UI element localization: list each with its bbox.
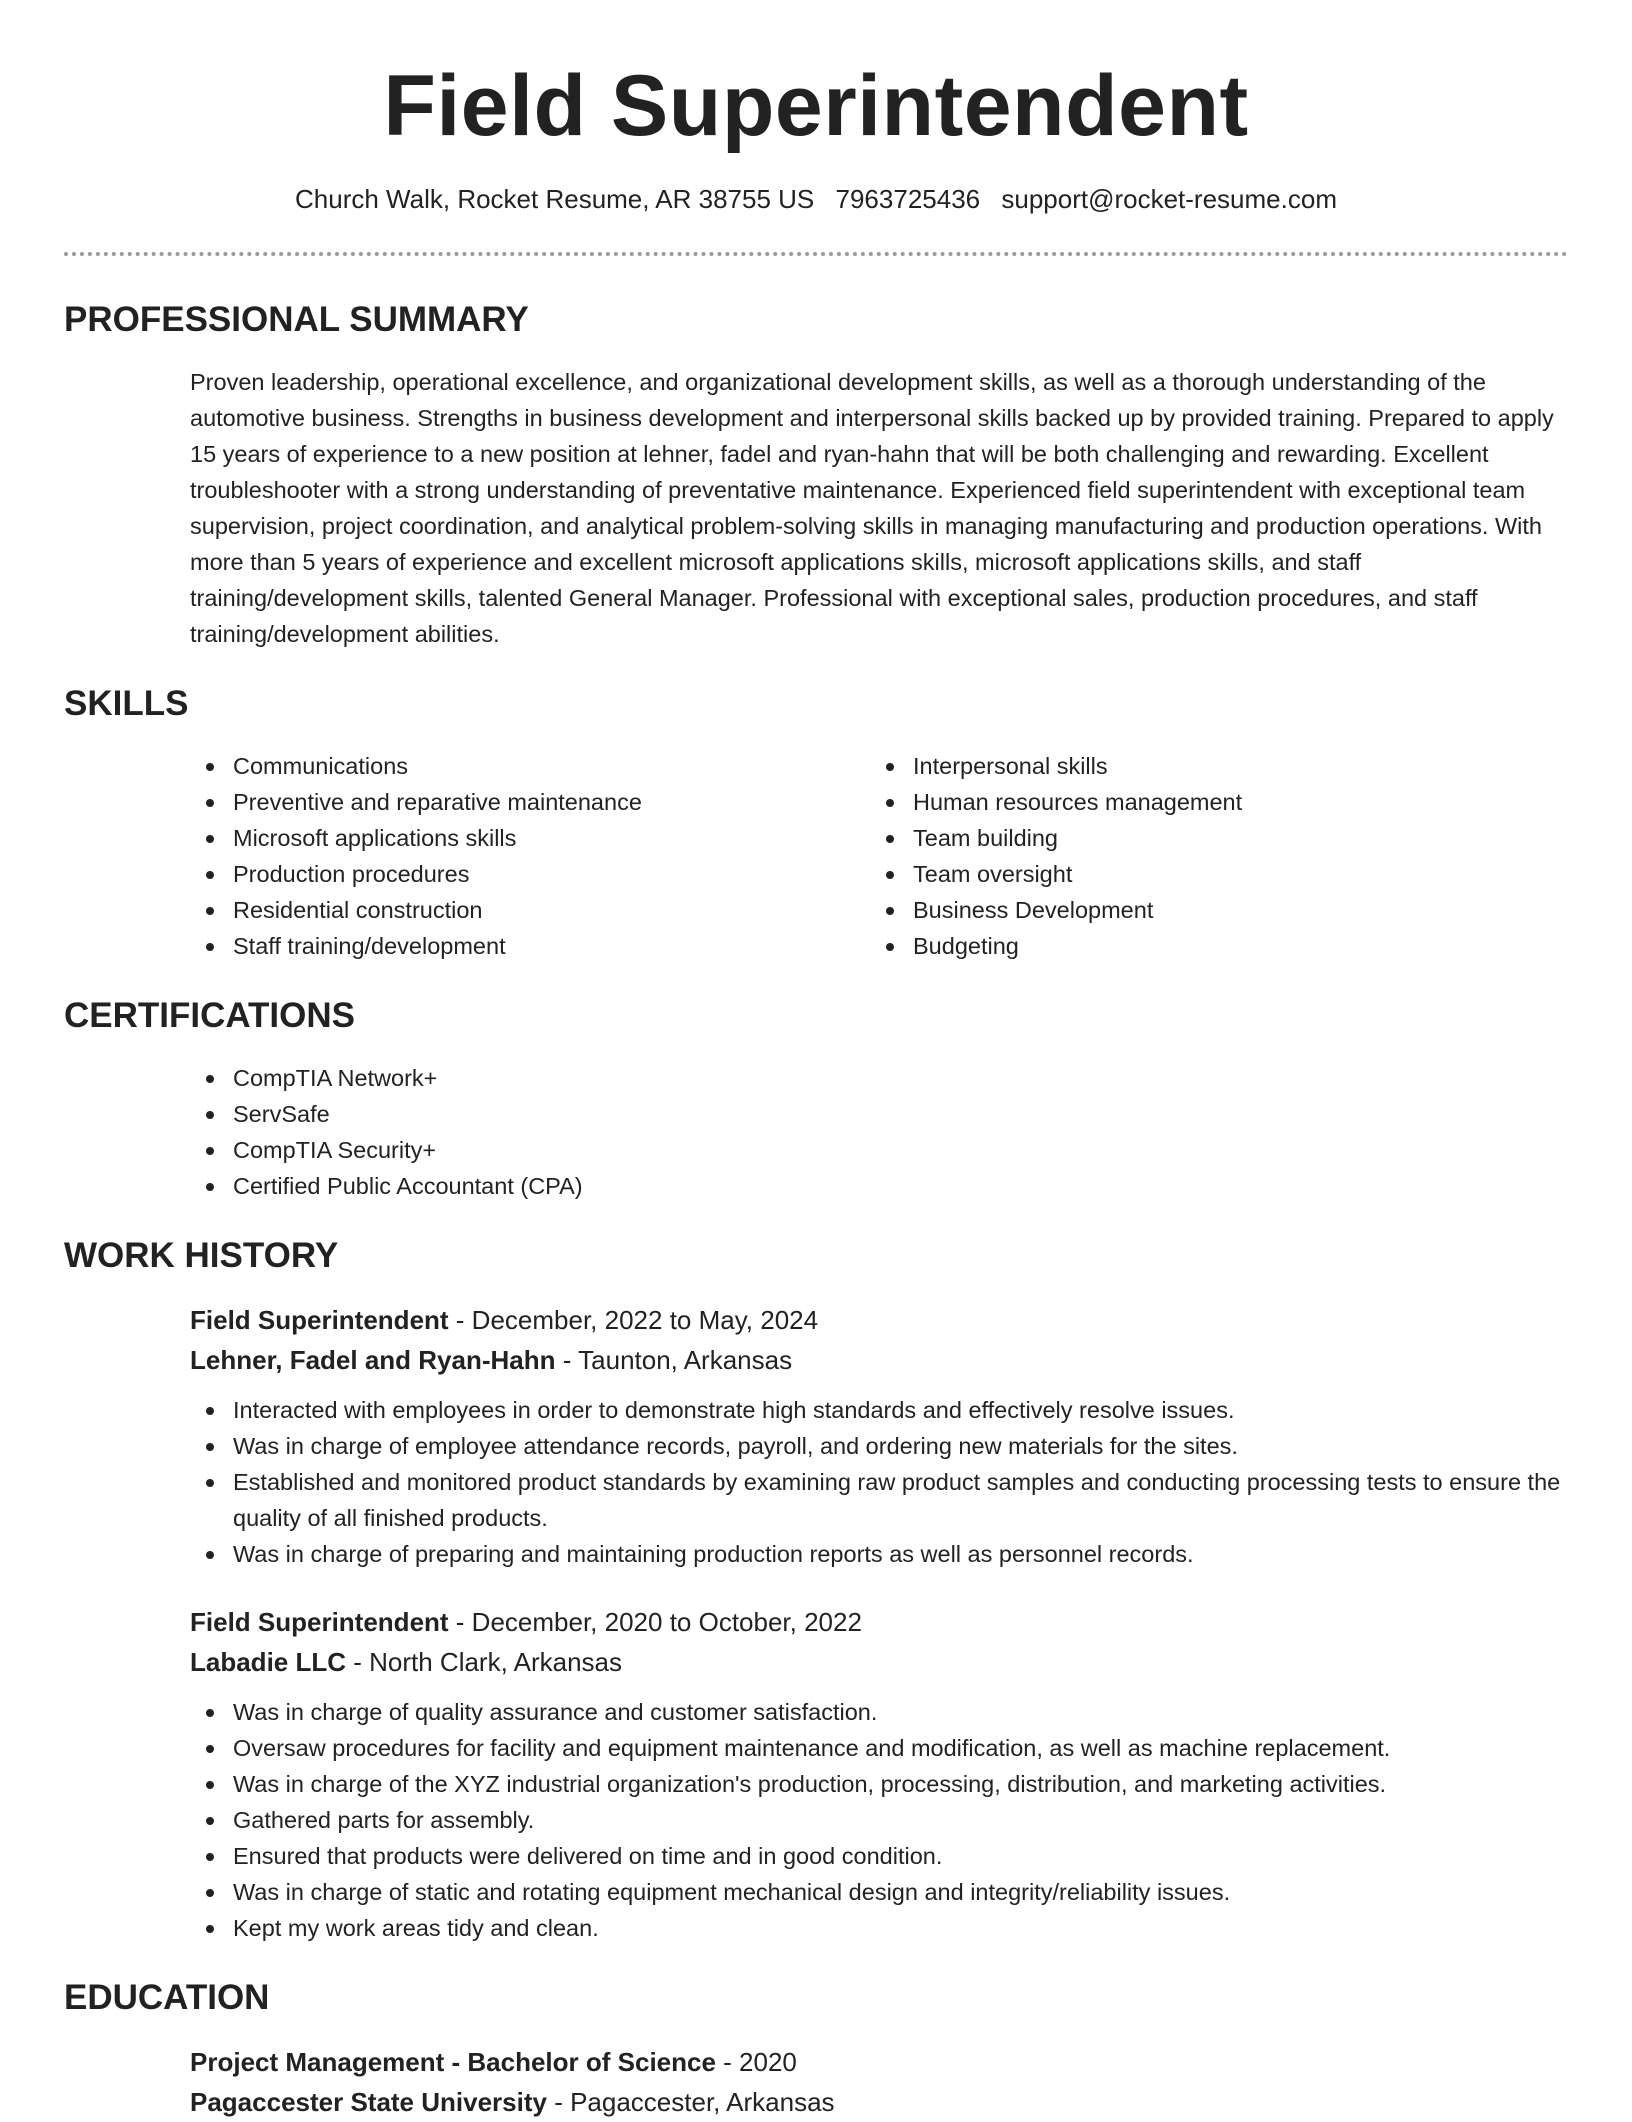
skill-item: Business Development [870, 892, 1550, 928]
education-heading: EDUCATION [64, 1978, 270, 2017]
skills-grid [190, 748, 1568, 964]
header-divider [64, 252, 1568, 256]
job-bullet: Established and monitored product standards by examining raw product samples and conducting processing tests to ensure the quality of all finished products. [190, 1464, 1568, 1536]
job-title-line [190, 1300, 1568, 1340]
certification-item: CompTIA Network+ [190, 1060, 1568, 1096]
job-bullet: Gathered parts for assembly. [190, 1802, 1568, 1838]
job-bullets [190, 1694, 1568, 1946]
education-location: - Pagaccester, Arkansas [546, 2087, 835, 2117]
job-bullet: Was in charge of employee attendance records, payroll, and ordering new materials for the sites. [190, 1428, 1568, 1464]
education-school: Pagaccester State University [190, 2087, 547, 2117]
job-entry [190, 1602, 1568, 1946]
education-degree-line [190, 2042, 1568, 2082]
skills-column-right [870, 748, 1550, 964]
job-bullets [190, 1392, 1568, 1572]
contact-phone: 7963725436 [835, 184, 981, 214]
skill-item: Human resources management [870, 784, 1550, 820]
contact-email[interactable]: support@rocket-resume.com [1001, 184, 1337, 214]
candidate-name: Field Superintendent [383, 58, 1249, 154]
skill-item: Residential construction [190, 892, 870, 928]
job-entry [190, 1300, 1568, 1572]
education-year: - 2020 [715, 2047, 797, 2077]
job-company: Labadie LLC [190, 1647, 347, 1677]
job-company-line [190, 1340, 1568, 1380]
job-role: Field Superintendent [190, 1607, 449, 1637]
skill-item: Staff training/development [190, 928, 870, 964]
job-dates: - December, 2020 to October, 2022 [448, 1607, 862, 1637]
job-dates: - December, 2022 to May, 2024 [448, 1305, 819, 1335]
job-location: - North Clark, Arkansas [346, 1647, 622, 1677]
education-entry [190, 2042, 1568, 2122]
work-history-heading: WORK HISTORY [64, 1236, 339, 1275]
skills-section [64, 682, 1568, 964]
skill-item: Budgeting [870, 928, 1550, 964]
education-school-line [190, 2082, 1568, 2122]
job-bullet: Oversaw procedures for facility and equipment maintenance and modification, as well as machine replacement. [190, 1730, 1568, 1766]
skill-item: Interpersonal skills [870, 748, 1550, 784]
work-history-section [64, 1234, 1568, 1946]
job-company-line [190, 1642, 1568, 1682]
certification-item: ServSafe [190, 1096, 1568, 1132]
job-role: Field Superintendent [190, 1305, 449, 1335]
certifications-heading: CERTIFICATIONS [64, 996, 356, 1035]
skills-heading: SKILLS [64, 684, 189, 723]
skill-item: Team building [870, 820, 1550, 856]
summary-text: Proven leadership, operational excellence, and organizational development skills, as well as a thorough understanding of the automotive business. Strengths in business development and interpersonal skills backed up by provided training. Prepared to apply 15 years of experience to a new position at lehner, fadel and ryan-hahn that will be both challenging and rewarding. Excellent troubleshooter with a strong understanding of preventative maintenance. Experienced field superintendent with exceptional team supervision, project coordination, and analytical problem-solving skills in managing manufacturing and production operations. With more than 5 years of experience and excellent microsoft applications skills, microsoft applications skills, and staff training/development skills, talented General Manager. Professional with exceptional sales, production procedures, and staff training/development abilities. [190, 369, 1554, 647]
resume-page [64, 0, 1568, 2122]
education-section [64, 1976, 1568, 2122]
contact-address: Church Walk, Rocket Resume, AR 38755 US [295, 184, 815, 214]
job-bullet: Was in charge of static and rotating equipment mechanical design and integrity/reliability issues. [190, 1874, 1568, 1910]
certifications-list [190, 1060, 1568, 1204]
certification-item: Certified Public Accountant (CPA) [190, 1168, 1568, 1204]
skill-item: Microsoft applications skills [190, 820, 870, 856]
job-bullet: Kept my work areas tidy and clean. [190, 1910, 1568, 1946]
job-bullet: Was in charge of quality assurance and customer satisfaction. [190, 1694, 1568, 1730]
job-bullet: Ensured that products were delivered on time and in good condition. [190, 1838, 1568, 1874]
skills-column-left [190, 748, 870, 964]
job-bullet: Was in charge of the XYZ industrial organization's production, processing, distribution, and marketing activities. [190, 1766, 1568, 1802]
education-degree: Project Management - Bachelor of Science [190, 2047, 716, 2077]
skill-item: Production procedures [190, 856, 870, 892]
skill-item: Team oversight [870, 856, 1550, 892]
job-bullet: Was in charge of preparing and maintaining production reports as well as personnel records. [190, 1536, 1568, 1572]
summary-heading: PROFESSIONAL SUMMARY [64, 300, 529, 339]
job-company: Lehner, Fadel and Ryan-Hahn [190, 1345, 556, 1375]
job-location: - Taunton, Arkansas [555, 1345, 793, 1375]
certification-item: CompTIA Security+ [190, 1132, 1568, 1168]
contact-line [64, 182, 1568, 216]
skill-item: Preventive and reparative maintenance [190, 784, 870, 820]
skill-item: Communications [190, 748, 870, 784]
summary-section [64, 298, 1568, 652]
certifications-section [64, 994, 1568, 1204]
job-title-line [190, 1602, 1568, 1642]
job-bullet: Interacted with employees in order to demonstrate high standards and effectively resolve issues. [190, 1392, 1568, 1428]
